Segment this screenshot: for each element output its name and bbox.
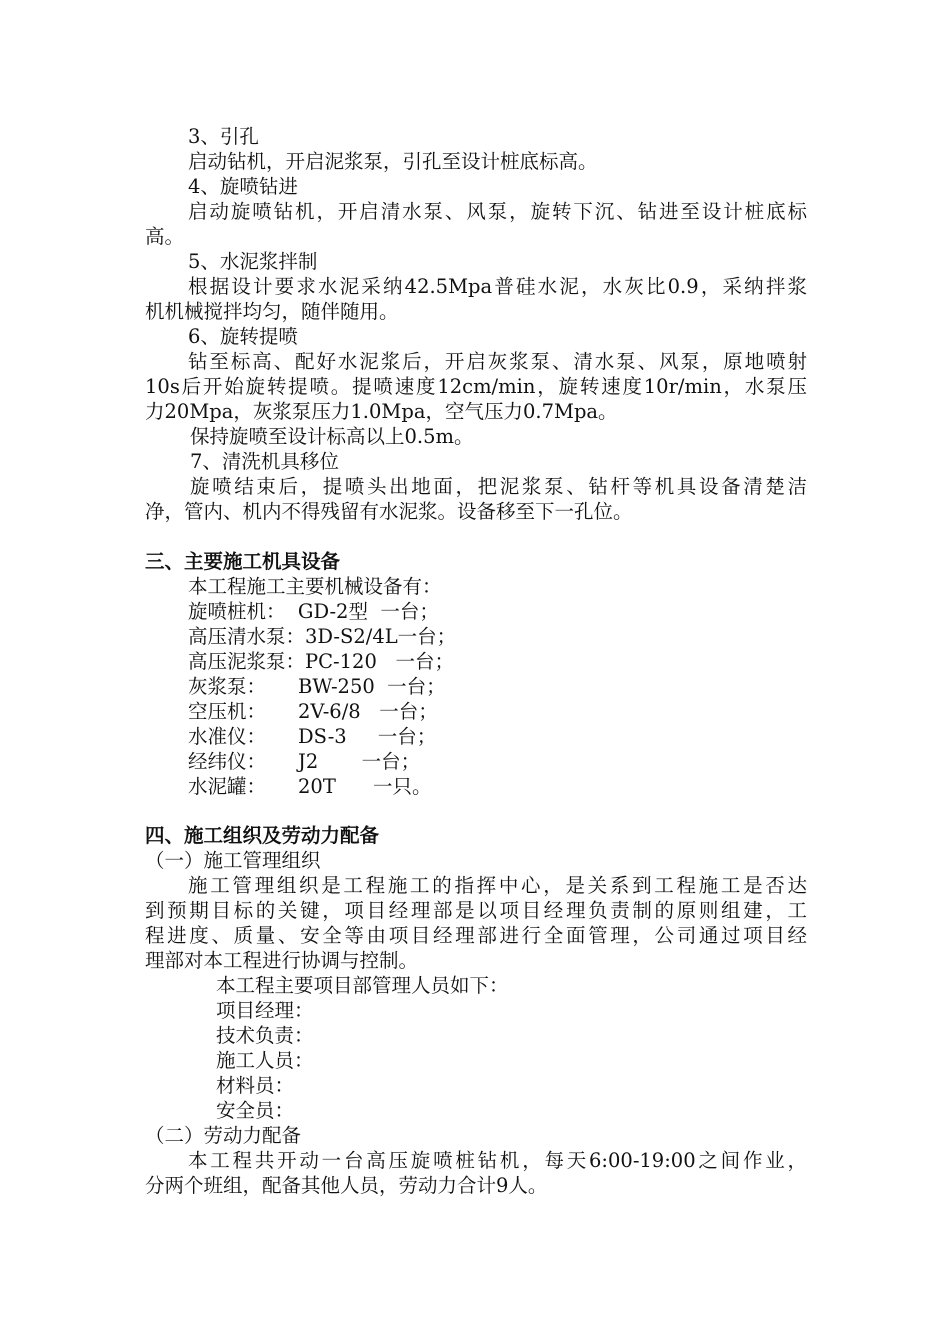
step-3-title: 3、引孔 (188, 125, 259, 148)
equipment-spec: DS-3 一台； (298, 725, 437, 748)
equipment-row (188, 674, 446, 699)
equipment-row (188, 699, 438, 724)
organization-heading: 四、施工组织及劳动力配备 (145, 824, 380, 847)
step-5-title: 5、水泥浆拌制 (188, 250, 318, 273)
equipment-name: 经纬仪： (188, 750, 267, 773)
equipment-spec: 20T 一只。 (298, 775, 432, 798)
organization-paragraph-line: 程进度、质量、安全等由项目经理部进行全面管理，公司通过项目经 (145, 924, 807, 947)
step-6-body-line: 10s后开始旋转提喷。提喷速度12cm/min，旋转速度10r/min，水泵压 (145, 375, 807, 398)
step-4-body-line: 高。 (145, 225, 185, 248)
step-7-body-line: 旋喷结束后，提喷头出地面，把泥浆泵、钻杆等机具设备清楚洁 (190, 475, 807, 498)
step-4-title: 4、旋喷钻进 (188, 175, 298, 198)
equipment-name: 空压机： (188, 700, 267, 723)
staff-item: 施工人员： (216, 1049, 314, 1072)
step-6-body-line: 力20Mpa，灰浆泵压力1.0Mpa，空气压力0.7Mpa。 (145, 400, 618, 423)
staff-item: 技术负责： (216, 1024, 314, 1047)
organization-paragraph-line: 施工管理组织是工程施工的指挥中心，是关系到工程施工是否达 (188, 874, 807, 897)
labor-paragraph-line: 本工程共开动一台高压旋喷桩钻机，每天6:00-19:00之间作业， (188, 1149, 807, 1172)
equipment-line: 旋喷桩机： GD-2型 一台； (188, 600, 439, 623)
labor-subheading: （二）劳动力配备 (145, 1124, 302, 1147)
equipment-spec: J2 一台； (298, 750, 421, 773)
step-7-body-line: 净，管内、机内不得残留有水泥浆。设备移至下一孔位。 (145, 500, 633, 523)
staff-item: 安全员： (216, 1099, 295, 1122)
equipment-line: 高压泥浆泵：PC-120 一台； (188, 650, 454, 673)
organization-paragraph-line: 到预期目标的关键，项目经理部是以项目经理负责制的原则组建，工 (145, 899, 807, 922)
equipment-spec: 2V-6/8 一台； (298, 700, 438, 723)
equipment-name: 水准仪： (188, 725, 267, 748)
step-7-title: 7、清洗机具移位 (190, 450, 339, 473)
staff-item: 项目经理： (216, 999, 314, 1022)
equipment-row (188, 749, 421, 774)
equipment-heading: 三、主要施工机具设备 (145, 550, 341, 573)
equipment-name: 灰浆泵： (188, 675, 267, 698)
organization-paragraph-line: 理部对本工程进行协调与控制。 (145, 949, 419, 972)
staff-intro: 本工程主要项目部管理人员如下： (216, 974, 509, 997)
equipment-name: 水泥罐： (188, 775, 267, 798)
equipment-line: 高压清水泵：3D-S2/4L一台； (188, 625, 457, 648)
equipment-row (188, 774, 432, 799)
step-3-body: 启动钻机，开启泥浆泵，引孔至设计桩底标高。 (188, 150, 598, 173)
equipment-row (188, 724, 437, 749)
step-4-body-line: 启动旋喷钻机，开启清水泵、风泵，旋转下沉、钻进至设计桩底标 (188, 200, 807, 223)
step-5-body-line: 根据设计要求水泥采纳42.5Mpa普硅水泥，水灰比0.9，采纳拌浆 (188, 275, 807, 298)
step-6-title: 6、旋转提喷 (188, 325, 298, 348)
staff-item: 材料员： (216, 1074, 295, 1097)
equipment-intro: 本工程施工主要机械设备有： (188, 575, 442, 598)
organization-subheading: （一）施工管理组织 (145, 849, 321, 872)
step-6-body-line: 保持旋喷至设计标高以上0.5m。 (190, 425, 474, 448)
step-5-body-line: 机机械搅拌均匀，随伴随用。 (145, 300, 399, 323)
equipment-spec: BW-250 一台； (298, 675, 446, 698)
step-6-body-line: 钻至标高、配好水泥浆后，开启灰浆泵、清水泵、风泵，原地喷射 (188, 350, 807, 373)
labor-paragraph-line: 分两个班组，配备其他人员，劳动力合计9人。 (145, 1174, 548, 1197)
